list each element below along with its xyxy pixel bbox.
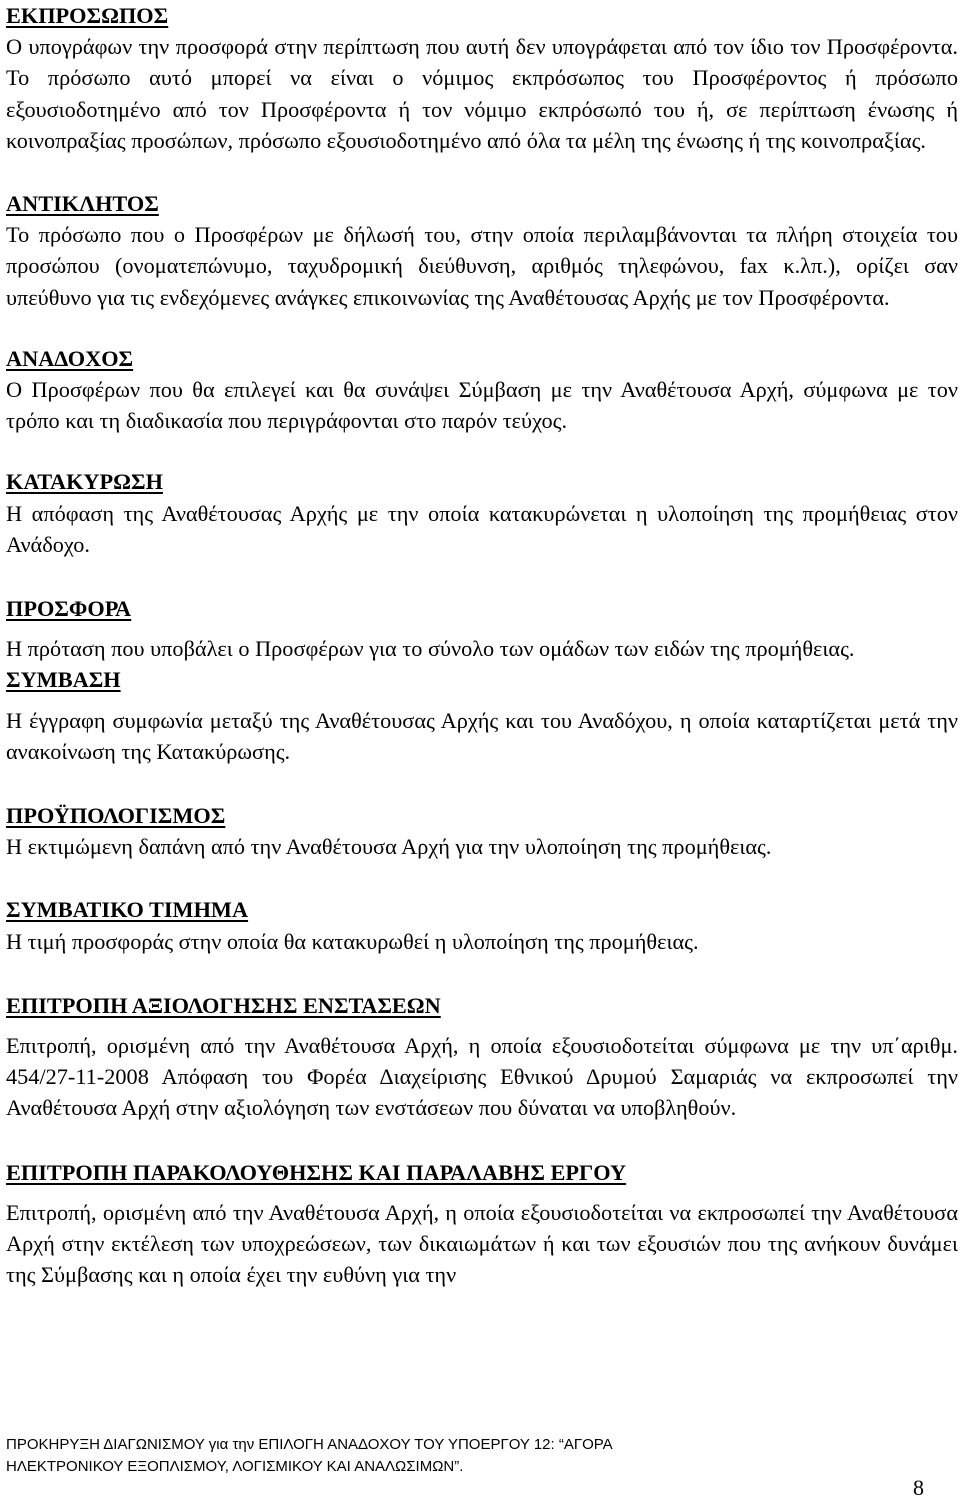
section-contact-person xyxy=(6,188,958,313)
section-heading: ΑΝΤΙΚΛΗΤΟΣ xyxy=(6,191,159,217)
section-heading: ΠΡΟΫΠΟΛΟΓΙΣΜΟΣ xyxy=(6,803,226,829)
page-footer xyxy=(6,1434,836,1478)
section-heading: ΣΥΜΒΑΣΗ xyxy=(6,667,121,693)
section-objections-committee xyxy=(6,990,958,1124)
section-offer xyxy=(6,593,958,664)
section-text: Η εκτιμώμενη δαπάνη από την Αναθέτουσα Αρχή για την υλοποίηση της προμήθειας. xyxy=(6,834,772,860)
section-text: Ο Προσφέρων που θα επιλεγεί και θα συνάψει Σύμβαση με την Αναθέτουσα Αρχή, σύμφωνα με τον τρόπο και τη διαδικασία που περιγράφονται στο παρόν τεύχος. xyxy=(6,377,958,434)
section-monitoring-committee xyxy=(6,1157,958,1291)
section-heading: ΑΝΑΔΟΧΟΣ xyxy=(6,345,134,371)
section-heading: ΚΑΤΑΚΥΡΩΣΗ xyxy=(6,469,163,495)
section-text: Το πρόσωπο που ο Προσφέρων με δήλωσή του, στην οποία περιλαμβάνονται τα πλήρη στοιχεία του προσώπου (ονοματεπώνυμο, ταχυδρομική διεύθυνση, αριθμός τηλεφώνου, fax κ.λπ.), ορίζει σαν υπεύθυνο για τις ενδεχόμενες ανάγκες επικοινωνίας της Αναθέτουσας Αρχής με τον Προσφέροντα. xyxy=(6,222,958,310)
footer-line: ΗΛΕΚΤΡΟΝΙΚΟΥ ΕΞΟΠΛΙΣΜΟΥ, ΛΟΓΙΣΜΙΚΟΥ ΚΑΙ ΑΝΑΛΩΣΙΜΩΝ”. xyxy=(6,1458,464,1475)
section-contractor xyxy=(6,343,958,437)
document-body xyxy=(6,0,958,1291)
section-text: Η πρόταση που υποβάλει ο Προσφέρων για το σύνολο των ομάδων των ειδών της προμήθειας. xyxy=(6,636,855,662)
section-heading: ΕΠΙΤΡΟΠΗ ΑΞΙΟΛΟΓΗΣΗΣ ΕΝΣΤΑΣΕΩΝ xyxy=(6,992,441,1018)
section-heading: ΕΚΠΡΟΣΩΠΟΣ xyxy=(6,3,169,28)
section-heading: ΕΠΙΤΡΟΠΗ ΠΑΡΑΚΟΛΟΥΘΗΣΗΣ ΚΑΙ ΠΑΡΑΛΑΒΗΣ ΕΡΓΟΥ xyxy=(6,1159,627,1185)
section-award xyxy=(6,466,958,560)
section-representative xyxy=(6,0,958,156)
section-budget xyxy=(6,800,958,862)
section-contract-price xyxy=(6,894,958,956)
section-heading: ΣΥΜΒΑΤΙΚΟ ΤΙΜΗΜΑ xyxy=(6,897,249,923)
section-text: Η απόφαση της Αναθέτουσας Αρχής με την οποία κατακυρώνεται η υλοποίηση της προμήθειας στον Ανάδοχο. xyxy=(6,500,958,557)
section-text: Ο υπογράφων την προσφορά στην περίπτωση που αυτή δεν υπογράφεται από τον ίδιο τον Προσφέροντα. Το πρόσωπο αυτό μπορεί να είναι ο νόμιμος εκπρόσωπος του Προσφέροντος ή πρόσωπο εξουσιοδοτημένο από τον Προσφέροντα ή τον νόμιμο εκπρόσωπό του ή, σε περίπτωση ένωσης ή κοινοπραξίας προσώπων, πρόσωπο εξουσιοδοτημένο από όλα τα μέλη της ένωσης ή της κοινοπραξίας. xyxy=(6,34,958,153)
section-contract xyxy=(6,664,958,767)
page-number: 8 xyxy=(913,1475,924,1500)
section-text: Επιτροπή, ορισμένη από την Αναθέτουσα Αρχή, η οποία εξουσιοδοτείται να εκπροσωπεί την Αναθέτουσα Αρχή στην εκτέλεση των υποχρεώσεων, των δικαιωμάτων ή και των εξουσιών που της ανήκουν δυνάμει της Σύμβασης και η οποία έχει την ευθύνη για την xyxy=(6,1199,958,1288)
section-text: Η τιμή προσφοράς στην οποία θα κατακυρωθεί η υλοποίηση της προμήθειας. xyxy=(6,928,699,954)
section-text: Η έγγραφη συμφωνία μεταξύ της Αναθέτουσας Αρχής και του Αναδόχου, η οποία καταρτίζεται μετά την ανακοίνωση της Κατακύρωσης. xyxy=(6,707,958,764)
section-heading: ΠΡΟΣΦΟΡΑ xyxy=(6,596,132,622)
footer-line: ΠΡΟΚΗΡΥΞΗ ΔΙΑΓΩΝΙΣΜΟΥ για την ΕΠΙΛΟΓΗ ΑΝΑΔΟΧΟΥ ΤΟΥ ΥΠΟΕΡΓΟΥ 12: “ΑΓΟΡΑ xyxy=(6,1436,613,1453)
section-text: Επιτροπή, ορισμένη από την Αναθέτουσα Αρχή, η οποία εξουσιοδοτείται σύμφωνα με την υπ΄αριθμ. 454/27-11-2008 Απόφαση του Φορέα Διαχείρισης Εθνικού Δρυμού Σαμαριάς να εκπροσωπεί την Αναθέτουσα Αρχή στην αξιολόγηση των ενστάσεων που δύναται να υποβληθούν. xyxy=(6,1033,958,1121)
